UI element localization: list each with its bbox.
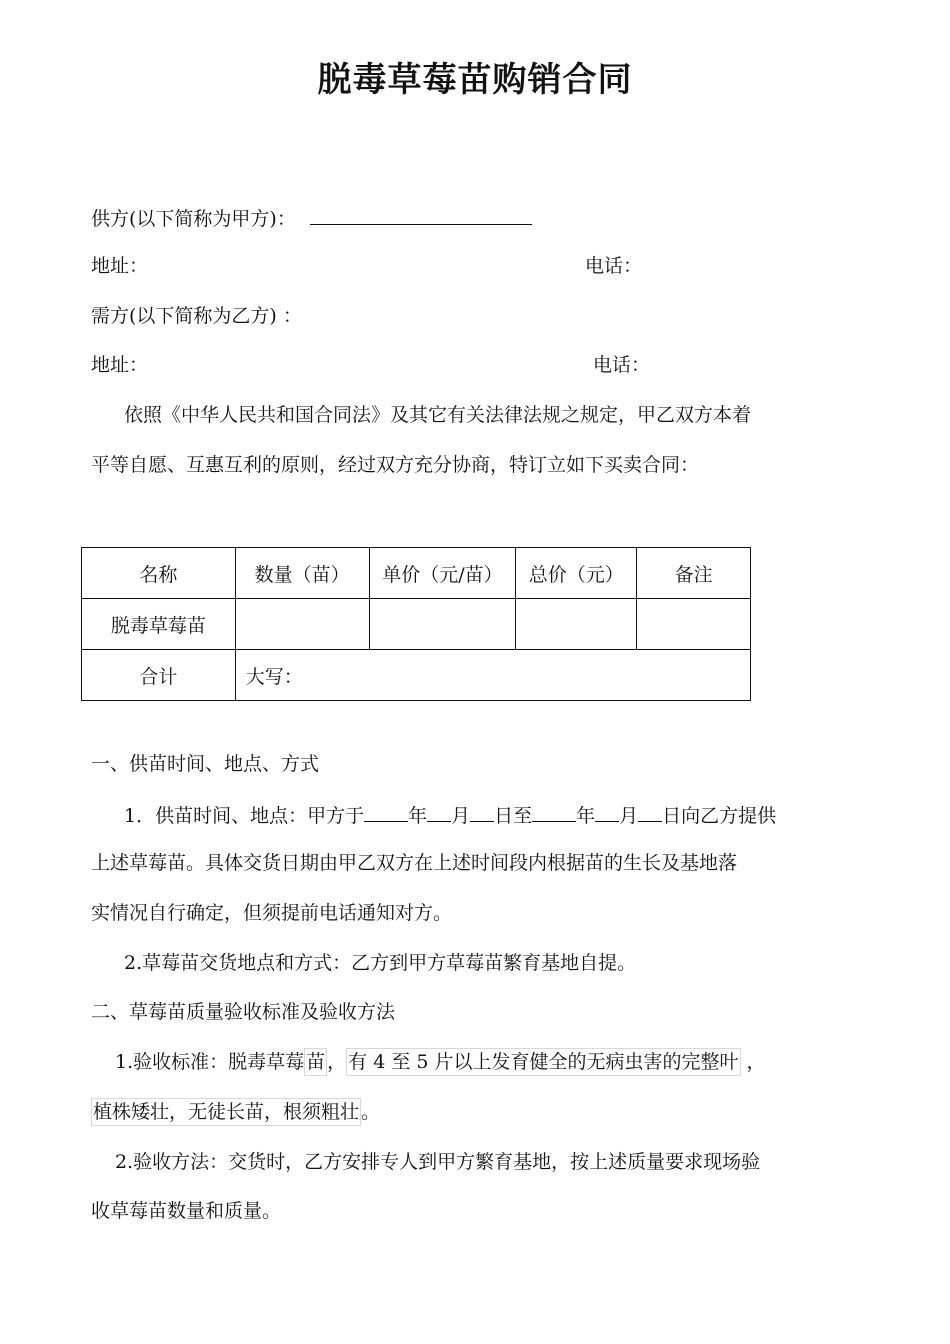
table-header-cell: 备注 (637, 548, 751, 599)
table-header-cell: 数量（苗） (235, 548, 369, 599)
section-1-item-1-line-2: 上述草莓苗。具体交货日期由甲乙双方在上述时间段内根据苗的生长及基地落 (91, 852, 738, 874)
start-month-blank[interactable] (427, 801, 451, 822)
item-1-prefix: 1．供苗时间、地点：甲方于 (124, 805, 365, 827)
year-label: 年 (408, 805, 428, 827)
criteria-box-3: 植株矮壮，无徒长苗，根须粗壮 (91, 1098, 361, 1126)
year-label: 年 (576, 805, 596, 827)
quantity-cell[interactable] (235, 599, 369, 650)
unit-price-cell[interactable] (369, 599, 516, 650)
preamble-line-2: 平等自愿、互惠互利的原则，经过双方充分协商，特订立如下买卖合同： (91, 454, 700, 476)
supplier-name-blank[interactable] (310, 204, 532, 225)
section-1-item-1-line-1 (124, 801, 776, 828)
section-1-item-1-line-3: 实情况自行确定，但须提前电话通知对方。 (91, 902, 453, 924)
section-2-item-1-line-2 (91, 1100, 380, 1124)
start-year-blank[interactable] (364, 801, 408, 822)
document-title: 脱毒草莓苗购销合同 (317, 60, 633, 100)
section-2-item-2-line-1: 2.验收方法：交货时，乙方安排专人到甲方繁育基地，按上述质量要求现场验 (115, 1151, 761, 1173)
supplier-phone-label: 电话： (585, 255, 643, 277)
supplier-label: 供方(以下简称为甲方)： (91, 208, 296, 230)
remarks-cell[interactable] (637, 599, 751, 650)
day-to-label: 日至 (494, 805, 533, 827)
total-capital-cell[interactable]: 大写： (235, 650, 750, 701)
day-tail-label: 日向乙方提供 (662, 805, 777, 827)
end-year-blank[interactable] (532, 801, 576, 822)
table-header-cell: 单价（元/苗） (369, 548, 516, 599)
end-day-blank[interactable] (638, 801, 662, 822)
section-2-heading: 二、草莓苗质量验收标准及验收方法 (91, 1001, 396, 1023)
section-2-item-1-line-1 (115, 1050, 766, 1074)
supplier-address-label: 地址： (91, 255, 149, 277)
buyer-address-label: 地址： (91, 354, 149, 376)
criteria-text: 1.验收标准：脱毒草莓 (115, 1051, 305, 1073)
section-1-item-2: 2.草莓苗交货地点和方式：乙方到甲方草莓苗繁育基地自提。 (124, 952, 637, 974)
product-name-cell: 脱毒草莓苗 (82, 599, 236, 650)
total-label-cell: 合计 (82, 650, 236, 701)
supplier-line (91, 204, 532, 231)
preamble-line-1: 依照《中华人民共和国合同法》及其它有关法律法规之规定，甲乙双方本着 (124, 404, 752, 426)
section-2-item-2-line-2: 收草莓苗数量和质量。 (91, 1200, 282, 1222)
total-price-cell[interactable] (516, 599, 637, 650)
criteria-box-2: 有 4 至 5 片以上发育健全的无病虫害的完整叶 (346, 1048, 740, 1076)
goods-table (81, 547, 751, 701)
table-header-cell: 总价（元） (516, 548, 637, 599)
criteria-comma: ， (327, 1051, 347, 1073)
end-month-blank[interactable] (595, 801, 619, 822)
criteria-box-1: 苗 (304, 1048, 327, 1076)
table-row (82, 599, 751, 650)
table-header-row (82, 548, 751, 599)
criteria-period: 。 (361, 1101, 381, 1123)
month-label: 月 (619, 805, 639, 827)
month-label: 月 (451, 805, 471, 827)
start-day-blank[interactable] (470, 801, 494, 822)
criteria-comma-2: ， (740, 1051, 766, 1073)
table-total-row (82, 650, 751, 701)
buyer-label: 需方(以下简称为乙方) ： (91, 305, 302, 327)
buyer-phone-label: 电话： (593, 354, 651, 376)
table-header-cell: 名称 (82, 548, 236, 599)
section-1-heading: 一、供苗时间、地点、方式 (91, 753, 320, 775)
